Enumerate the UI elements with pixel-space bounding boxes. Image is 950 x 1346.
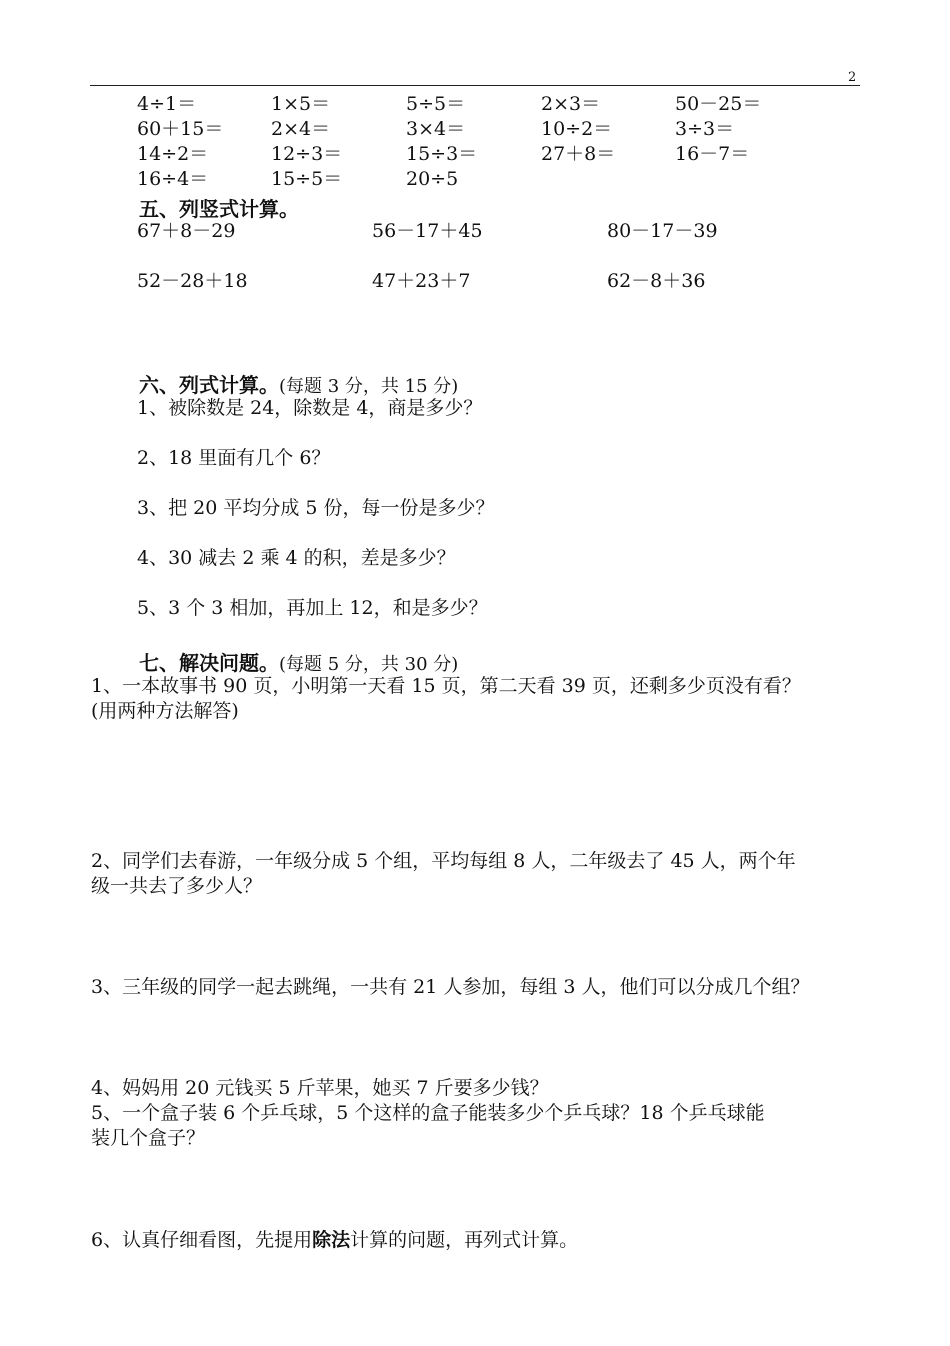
word-problem-1: 1、一本故事书 90 页，小明第一天看 15 页，第二天看 39 页，还剩多少页没有看？ — [91, 675, 801, 697]
word-problem-6-text-end: 计算的问题，再列式计算。 — [350, 1229, 579, 1251]
section-title: 五、列竖式计算。 — [139, 197, 299, 221]
vertical-calc-problem: 62－8＋36 — [607, 270, 706, 292]
oral-problem: 16－7＝ — [675, 143, 750, 165]
oral-problem: 1×5＝ — [271, 93, 331, 115]
oral-problem: 3×4＝ — [406, 118, 466, 140]
section-title: 六、列式计算。 — [139, 373, 279, 397]
oral-problem: 3÷3＝ — [675, 118, 735, 140]
page-number: 2 — [848, 70, 857, 85]
word-problem-5: 5、一个盒子装 6 个乒乓球，5 个这样的盒子能装多少个乒乓球？18 个乒乓球能 — [91, 1102, 765, 1124]
oral-problem: 2×4＝ — [271, 118, 331, 140]
word-problem-4: 4、妈妈用 20 元钱买 5 斤苹果，她买 7 斤要多少钱？ — [91, 1077, 549, 1099]
word-problem-2-cont: 级一共去了多少人？ — [91, 875, 263, 897]
word-problem-2: 2、同学们去春游，一年级分成 5 个组，平均每组 8 人，二年级去了 45 人，两个年 — [91, 850, 796, 872]
section-title: 七、解决问题。 — [139, 651, 279, 675]
vertical-calc-problem: 56－17＋45 — [372, 220, 483, 242]
oral-problem: 16÷4＝ — [137, 168, 209, 190]
oral-problem: 14÷2＝ — [137, 143, 209, 165]
vertical-calc-problem: 80－17－39 — [607, 220, 718, 242]
section-heading-line — [139, 369, 458, 398]
word-problem-6-emphasis: 除法 — [312, 1229, 351, 1251]
oral-problem: 2×3＝ — [541, 93, 601, 115]
section-score-note: (每题 3 分，共 15 分) — [279, 376, 459, 397]
oral-problem: 15÷5＝ — [271, 168, 343, 190]
word-problem-5-cont: 装几个盒子？ — [91, 1127, 206, 1149]
section-heading-line — [139, 647, 458, 676]
question-item: 5、3 个 3 相加，再加上 12，和是多少？ — [137, 597, 488, 619]
oral-problem: 15÷3＝ — [406, 143, 478, 165]
vertical-calc-problem: 52－28＋18 — [137, 270, 248, 292]
oral-problem: 50－25＝ — [675, 93, 762, 115]
question-item: 3、把 20 平均分成 5 份，每一份是多少？ — [137, 497, 495, 519]
word-problem-6-text: 6、认真仔细看图，先提用 — [91, 1229, 313, 1251]
oral-problem: 60＋15＝ — [137, 118, 224, 140]
section-score-note: (每题 5 分，共 30 分) — [279, 654, 459, 675]
question-item: 1、被除数是 24，除数是 4，商是多少？ — [137, 397, 483, 419]
vertical-calc-problem: 67＋8－29 — [137, 220, 236, 242]
header-rule — [90, 85, 860, 86]
oral-problem: 20÷5 — [406, 168, 459, 190]
oral-problem: 5÷5＝ — [406, 93, 466, 115]
word-problem-1-cont: (用两种方法解答) — [91, 700, 239, 722]
question-item: 4、30 减去 2 乘 4 的积，差是多少？ — [137, 547, 456, 569]
question-item: 2、18 里面有几个 6？ — [137, 447, 331, 469]
word-problem-6 — [91, 1228, 578, 1253]
word-problem-3: 3、三年级的同学一起去跳绳，一共有 21 人参加，每组 3 人，他们可以分成几个组？ — [91, 976, 810, 998]
oral-problem: 10÷2＝ — [541, 118, 613, 140]
oral-problem: 4÷1＝ — [137, 93, 197, 115]
oral-problem: 12÷3＝ — [271, 143, 343, 165]
oral-problem: 27＋8＝ — [541, 143, 616, 165]
vertical-calc-problem: 47＋23＋7 — [372, 270, 471, 292]
